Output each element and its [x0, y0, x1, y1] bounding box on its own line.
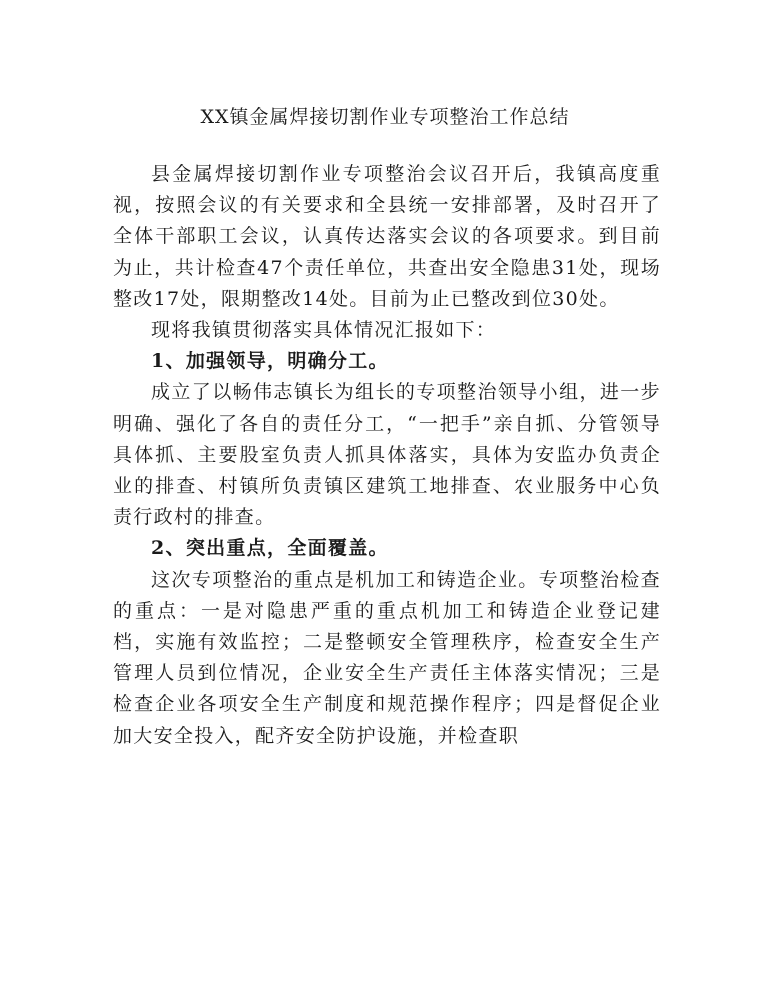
paragraph-section-2: 这次专项整治的重点是机加工和铸造企业。专项整治检查的重点：一是对隐患严重的重点机加工和铸造企业登记建档，实施有效监控；二是整顿安全管理秩序，检查安全生产管理人员到位情况，企业安全生产责任主体落实情况；三是检查企业各项安全生产制度和规范操作程序；四是督促企业加大安全投入，配齐安全防护设施，并检查职	[113, 568, 661, 747]
section-heading-2: 2、突出重点，全面覆盖。	[151, 537, 389, 560]
paragraph-intro: 县金属焊接切割作业专项整治会议召开后，我镇高度重视，按照会议的有关要求和全县统一安排部署，及时召开了全体干部职工会议，认真传达落实会议的各项要求。到目前为止，共计检查47个责任单位，共查出安全隐患31处，现场整改17处，限期整改14处。目前为止已整改到位30处。	[113, 163, 661, 310]
paragraph-report-lead: 现将我镇贯彻落实具体情况汇报如下：	[151, 319, 497, 342]
paragraph-section-1: 成立了以畅伟志镇长为组长的专项整治领导小组，进一步明确、强化了各自的责任分工，“一把手”亲自抓、分管领导具体抓、主要股室负责人抓具体落实，具体为安监办负责企业的排查、村镇所负责镇区建筑工地排查、农业服务中心负责行政村的排查。	[113, 381, 661, 529]
section-heading-1: 1、加强领导，明确分工。	[151, 350, 389, 373]
document-body	[113, 159, 661, 752]
document-title: XX镇金属焊接切割作业专项整治工作总结	[200, 106, 570, 128]
